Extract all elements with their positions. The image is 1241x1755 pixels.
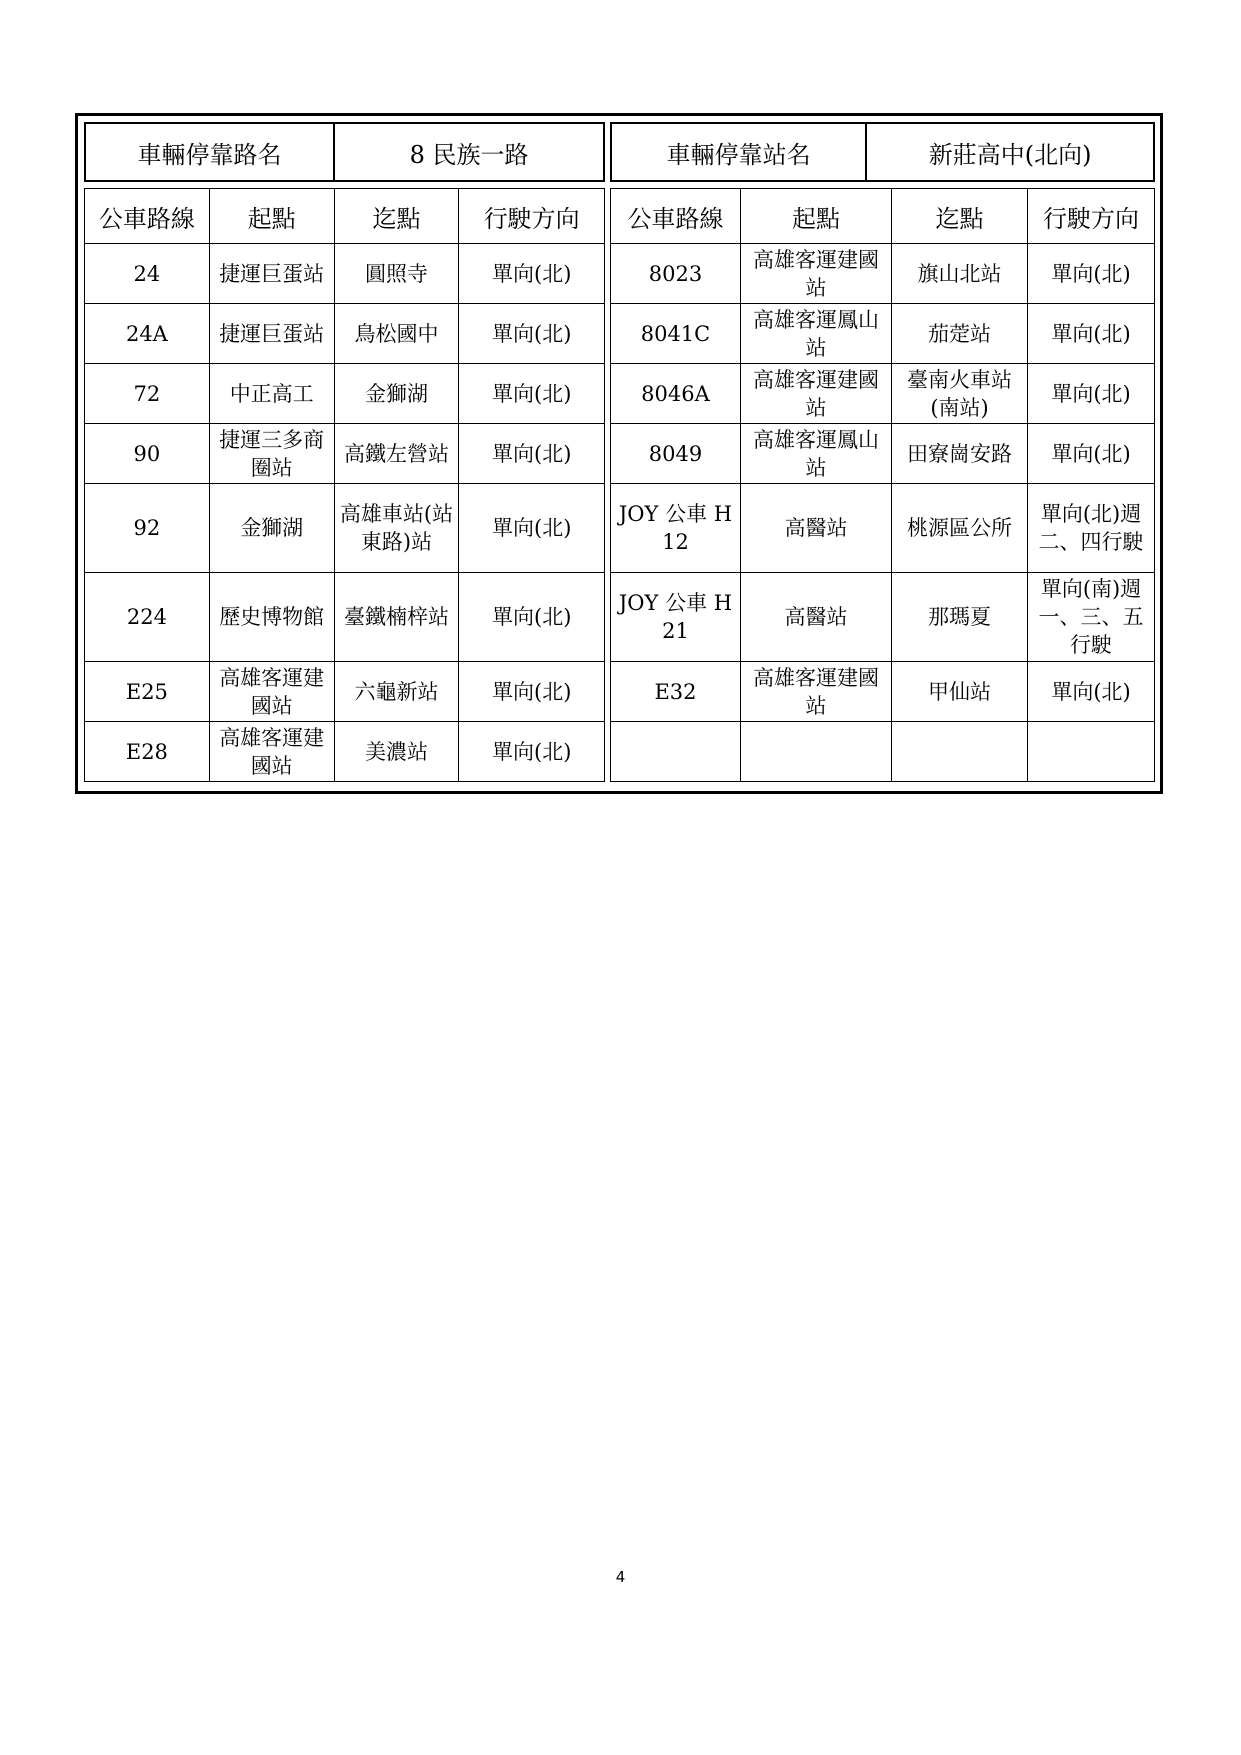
station-header (610, 122, 1155, 182)
route-number: 90 (85, 424, 210, 484)
column-header: 迄點 (334, 189, 459, 244)
column-header: 起點 (209, 189, 334, 244)
left-panel (84, 122, 605, 785)
direction: 單向(北) (459, 662, 605, 722)
destination: 美濃站 (334, 722, 459, 782)
destination: 臺鐵楠梓站 (334, 573, 459, 662)
origin: 高雄客運建國站 (209, 662, 334, 722)
route-number: 24 (85, 244, 210, 304)
table-row (611, 484, 1155, 573)
table-row (611, 662, 1155, 722)
direction: 單向(北) (459, 364, 605, 424)
direction (1028, 722, 1155, 782)
destination: 田寮崗安路 (892, 424, 1028, 484)
origin: 高雄客運建國站 (740, 244, 891, 304)
table-row (85, 722, 605, 782)
right-panel (610, 122, 1155, 785)
route-number: JOY 公車 H12 (611, 484, 741, 573)
column-header: 起點 (740, 189, 891, 244)
route-number: 8046A (611, 364, 741, 424)
table-row (85, 484, 605, 573)
direction: 單向(北)週二、四行駛 (1028, 484, 1155, 573)
origin: 高醫站 (740, 484, 891, 573)
right-route-table (610, 188, 1155, 782)
route-number: 8023 (611, 244, 741, 304)
direction: 單向(南)週一、三、五行駛 (1028, 573, 1155, 662)
origin: 歷史博物館 (209, 573, 334, 662)
destination: 茄萣站 (892, 304, 1028, 364)
road-label: 車輛停靠路名 (85, 123, 334, 181)
direction: 單向(北) (1028, 244, 1155, 304)
direction: 單向(北) (1028, 304, 1155, 364)
route-number: 24A (85, 304, 210, 364)
destination: 圓照寺 (334, 244, 459, 304)
table-row (85, 424, 605, 484)
direction: 單向(北) (459, 484, 605, 573)
destination: 鳥松國中 (334, 304, 459, 364)
direction: 單向(北) (459, 722, 605, 782)
direction: 單向(北) (1028, 662, 1155, 722)
page-number: 4 (615, 1568, 626, 1586)
destination: 高鐵左營站 (334, 424, 459, 484)
station-value: 新莊高中(北向) (866, 123, 1154, 181)
table-row (611, 424, 1155, 484)
column-header: 行駛方向 (1028, 189, 1155, 244)
direction: 單向(北) (1028, 424, 1155, 484)
origin (740, 722, 891, 782)
destination: 臺南火車站(南站) (892, 364, 1028, 424)
origin: 捷運巨蛋站 (209, 244, 334, 304)
origin: 捷運三多商圈站 (209, 424, 334, 484)
origin: 高醫站 (740, 573, 891, 662)
table-row (611, 304, 1155, 364)
origin: 中正高工 (209, 364, 334, 424)
column-header-row (611, 189, 1155, 244)
direction: 單向(北) (459, 573, 605, 662)
column-header: 公車路線 (611, 189, 741, 244)
route-number: 8049 (611, 424, 741, 484)
origin: 高雄客運建國站 (740, 364, 891, 424)
destination (892, 722, 1028, 782)
route-number: E25 (85, 662, 210, 722)
destination: 六龜新站 (334, 662, 459, 722)
column-header: 公車路線 (85, 189, 210, 244)
direction: 單向(北) (459, 304, 605, 364)
route-number: 72 (85, 364, 210, 424)
column-header: 行駛方向 (459, 189, 605, 244)
table-row (611, 364, 1155, 424)
bus-route-table-frame (75, 113, 1163, 794)
route-number: JOY 公車 H21 (611, 573, 741, 662)
table-row (611, 244, 1155, 304)
route-number: 8041C (611, 304, 741, 364)
destination: 甲仙站 (892, 662, 1028, 722)
table-row (611, 573, 1155, 662)
origin: 捷運巨蛋站 (209, 304, 334, 364)
route-number (611, 722, 741, 782)
destination: 旗山北站 (892, 244, 1028, 304)
destination: 那瑪夏 (892, 573, 1028, 662)
left-route-table (84, 188, 605, 782)
direction: 單向(北) (459, 424, 605, 484)
origin: 金獅湖 (209, 484, 334, 573)
column-header: 迄點 (892, 189, 1028, 244)
origin: 高雄客運鳳山站 (740, 424, 891, 484)
origin: 高雄客運建國站 (740, 662, 891, 722)
column-header-row (85, 189, 605, 244)
table-row (85, 573, 605, 662)
table-row (85, 364, 605, 424)
table-row (611, 722, 1155, 782)
route-number: 224 (85, 573, 210, 662)
route-number: 92 (85, 484, 210, 573)
table-row (85, 304, 605, 364)
station-label: 車輛停靠站名 (611, 123, 866, 181)
direction: 單向(北) (1028, 364, 1155, 424)
table-row (85, 244, 605, 304)
origin: 高雄客運建國站 (209, 722, 334, 782)
destination: 金獅湖 (334, 364, 459, 424)
road-value: 8 民族一路 (334, 123, 604, 181)
destination: 高雄車站(站東路)站 (334, 484, 459, 573)
route-number: E32 (611, 662, 741, 722)
route-number: E28 (85, 722, 210, 782)
origin: 高雄客運鳳山站 (740, 304, 891, 364)
direction: 單向(北) (459, 244, 605, 304)
destination: 桃源區公所 (892, 484, 1028, 573)
table-row (85, 662, 605, 722)
road-header (84, 122, 605, 182)
